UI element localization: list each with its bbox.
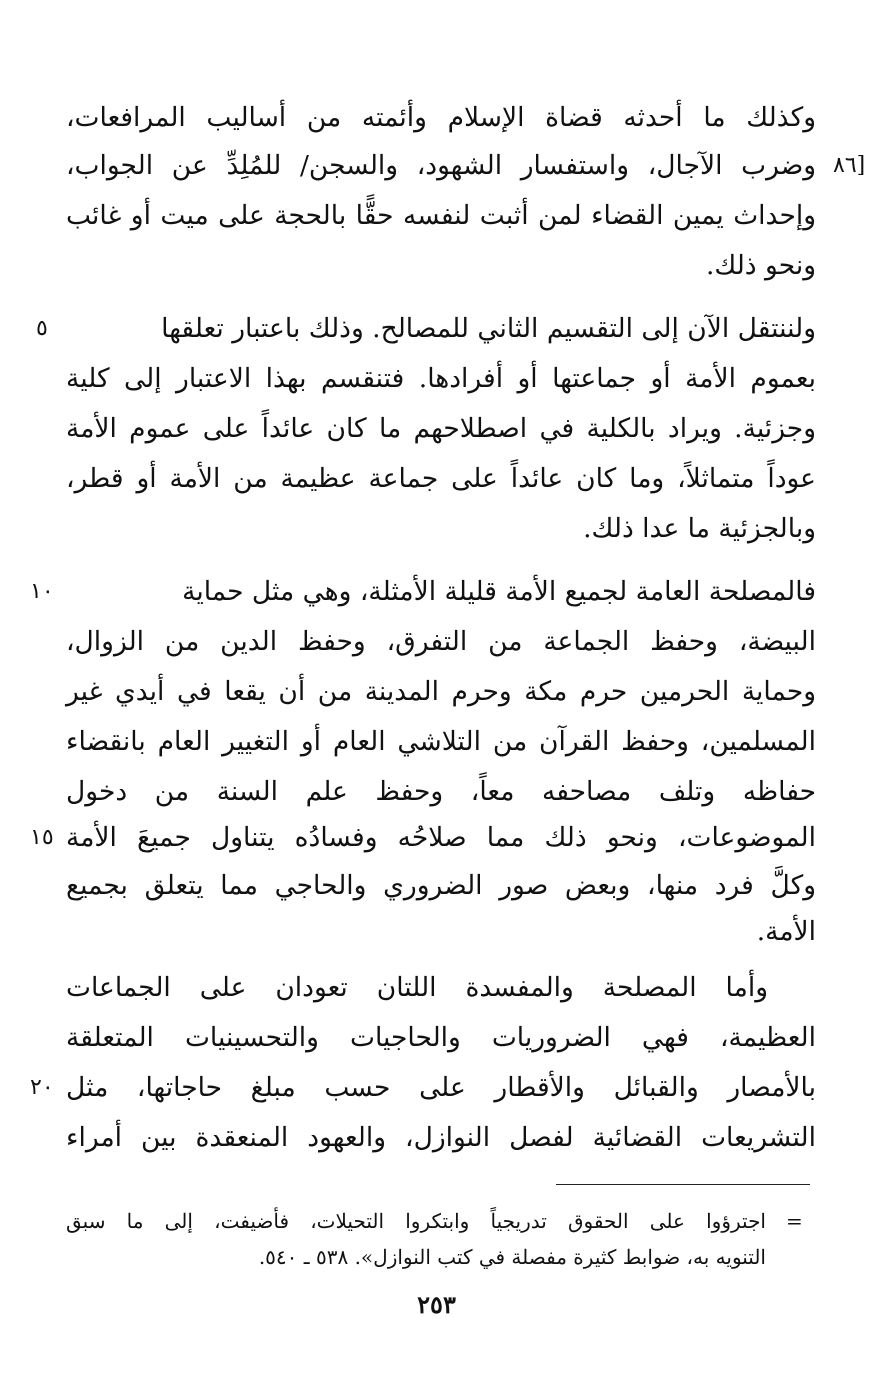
text-line: الموضوعات، ونحو ذلك مما صلاحُه وفسادُه يتناول جميعَ الأمة — [66, 822, 816, 853]
line-number: ١٠ — [30, 579, 54, 604]
text-line: وحماية الحرمين حرم مكة وحرم المدينة من أن يقعا في أيدي غير — [66, 676, 816, 707]
text-line: وكذلك ما أحدثه قضاة الإسلام وأئمته من أساليب المرافعات، — [66, 102, 816, 133]
text-line: حفاظه وتلف مصاحفه معاً، وحفظ علم السنة من دخول — [66, 776, 816, 807]
paragraph-first-line: ولننتقل الآن إلى التقسيم الثاني للمصالح. وذلك باعتبار تعلقها — [161, 313, 816, 344]
text-line: البيضة، وحفظ الجماعة من التفرق، وحفظ الدين من الزوال، — [66, 626, 816, 657]
paragraph-first-line: وأما المصلحة والمفسدة اللتان تعودان على الجماعات — [66, 972, 768, 1003]
text-line: الأمة. — [756, 916, 816, 947]
text-line: بعموم الأمة أو جماعتها أو أفرادها. فتنقسم بهذا الاعتبار إلى كلية — [66, 363, 816, 394]
text-line: العظيمة، فهي الضروريات والحاجيات والتحسينيات المتعلقة — [66, 1022, 816, 1053]
text-line: وكلَّ فرد منها، وبعض صور الضروري والحاجي مما يتعلق بجميع — [66, 870, 816, 901]
text-line: ونحو ذلك. — [705, 250, 816, 281]
text-line: وضرب الآجال، واستفسار الشهود، والسجن/ للمُلِدِّ عن الجواب، — [66, 150, 816, 181]
line-number: ١٥ — [30, 825, 54, 850]
text-line: وبالجزئية ما عدا ذلك. — [583, 513, 816, 544]
footnote-line: اجترؤوا على الحقوق تدريجياً وابتكروا التحيلات، فأضيفت، إلى ما سبق — [66, 1209, 766, 1233]
footnote-line: التنويه به، ضوابط كثيرة مفصلة في كتب النوازل». ٥٣٨ ـ ٥٤٠. — [258, 1245, 766, 1269]
text-line: وإحداث يمين القضاء لمن أثبت لنفسه حقًّا بالحجة على ميت أو غائب — [66, 200, 816, 231]
page-reference-marker: [٨٦ — [833, 153, 866, 178]
text-line: عوداً متماثلاً، وما كان عائداً على جماعة عظيمة من الأمة أو قطر، — [66, 463, 816, 494]
text-line: التشريعات القضائية لفصل النوازل، والعهود المنعقدة بين أمراء — [66, 1122, 816, 1153]
text-line: بالأمصار والقبائل والأقطار على حسب مبلغ حاجاتها، مثل — [66, 1072, 816, 1103]
line-number: ٢٠ — [30, 1075, 54, 1100]
page-number: ٢٥٣ — [417, 1290, 456, 1319]
line-number: ٥ — [36, 316, 48, 341]
text-line: وجزئية. ويراد بالكلية في اصطلاحهم ما كان عائداً على عموم الأمة — [66, 413, 816, 444]
footnote-marker: = — [786, 1209, 803, 1233]
footnote-separator — [556, 1184, 810, 1185]
paragraph-first-line: فالمصلحة العامة لجميع الأمة قليلة الأمثلة، وهي مثل حماية — [182, 576, 816, 607]
text-line: المسلمين، وحفظ القرآن من التلاشي العام أو التغيير العام بانقضاء — [66, 726, 816, 757]
